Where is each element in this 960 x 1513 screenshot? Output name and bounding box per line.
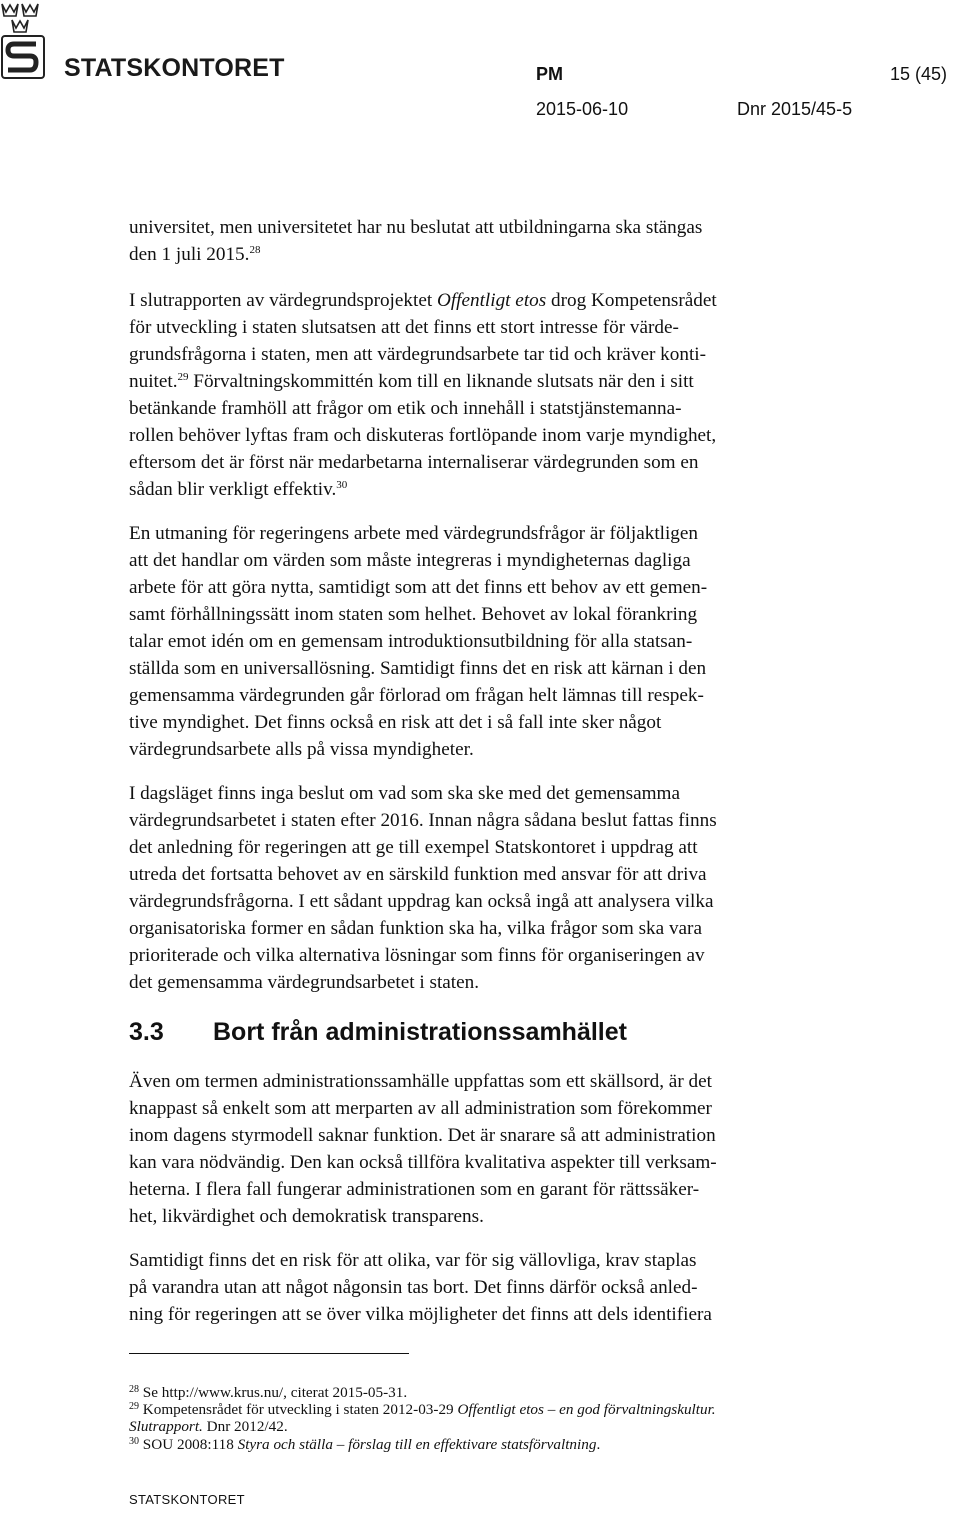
s-emblem-icon <box>2 36 44 78</box>
document-date: 2015-06-10 <box>536 99 629 119</box>
footnote-ref[interactable]: 29 <box>177 371 189 383</box>
text-line: I dagsläget finns inga beslut om vad som ska ske med det gemensamma <box>129 783 680 804</box>
text-line: tive myndighet. Det finns också en risk att det i så fall inte sker något <box>129 712 662 733</box>
text-line: En utmaning för regeringens arbete med värdegrundsfrågor är följaktligen <box>129 523 699 544</box>
footnote <box>129 1384 849 1401</box>
text-line: grundsfrågorna i staten, men att värdegrundsarbete tar tid och kräver konti- <box>129 344 707 365</box>
text-line <box>129 241 849 268</box>
text-line: för utveckling i staten slutsatsen att det finns ett stort intresse för värde- <box>129 317 679 338</box>
paragraph <box>129 1068 849 1230</box>
text-line: inom dagens styrmodell saknar funktion. Det är snarare så att administration <box>129 1125 716 1146</box>
paragraph <box>129 780 849 996</box>
page-footer: STATSKONTORET <box>129 1492 245 1507</box>
text-line: het, likvärdighet och demokratisk transparens. <box>129 1206 484 1227</box>
footnote-ref[interactable]: 30 <box>336 479 348 491</box>
text-line: ställda som en universallösning. Samtidigt finns det en risk att kärnan i den <box>129 658 707 679</box>
text-span: I slutrapporten av värdegrundsprojektet <box>129 290 437 311</box>
footnote-number: 29 <box>129 1401 139 1412</box>
text-line: rollen behöver lyftas fram och diskuteras fortlöpande inom varje myndighet, <box>129 425 717 446</box>
footnote-line <box>129 1401 849 1418</box>
text-line: organisatoriska former en sådan funktion ska ha, vilka frågor som ska vara <box>129 918 702 939</box>
paragraph <box>129 1247 849 1328</box>
footnote <box>129 1436 849 1453</box>
text-line: kan vara nödvändig. Den kan också tillföra kvalitativa aspekter till verksam- <box>129 1152 717 1173</box>
paragraph <box>129 214 849 268</box>
text-span: sådan blir verkligt effektiv. <box>129 479 337 500</box>
text-line: Samtidigt finns det en risk för att olika, var för sig vällovliga, krav staplas <box>129 1250 697 1271</box>
text-span: den 1 juli 2015. <box>129 244 250 265</box>
footnote-line <box>129 1418 849 1435</box>
text-line: universitet, men universitetet har nu beslutat att utbildningarna ska stängas <box>129 217 703 238</box>
paragraph <box>129 520 849 763</box>
footnote-text: Dnr 2012/42. <box>202 1418 288 1435</box>
document-type: PM <box>536 64 563 84</box>
text-line: värdegrundsfrågorna. I ett sådant uppdrag kan också ingå att analysera vilka <box>129 891 714 912</box>
text-line: det anledning för regeringen att ge till exempel Statskontoret i uppdrag att <box>129 837 698 858</box>
document-reference: Dnr 2015/45-5 <box>737 99 853 119</box>
footnote-text: . <box>596 1436 601 1453</box>
text-line: talar emot idén om en gemensam introduktionsutbildning för alla statsan- <box>129 631 693 652</box>
text-line: eftersom det är först när medarbetarna internaliserar värdegrunden som en <box>129 452 699 473</box>
footnote-divider <box>129 1353 409 1354</box>
text-line: utreda det fortsatta behovet av en särskild funktion med ansvar för att driva <box>129 864 707 885</box>
footnote-text: Se http://www.krus.nu/, citerat 2015-05-31. <box>139 1384 408 1401</box>
page-number: 15 (45) <box>890 64 948 84</box>
text-line: betänkande framhöll att frågor om etik och innehåll i statstjänstemanna- <box>129 398 682 419</box>
footnote-number: 28 <box>129 1384 139 1395</box>
text-line: knappast så enkelt som att merparten av all administration som förekommer <box>129 1098 712 1119</box>
text-line <box>129 368 849 395</box>
footnote-text: SOU 2008:118 <box>139 1436 238 1453</box>
footnote <box>129 1401 849 1435</box>
footnote-italic: Slutrapport. <box>129 1418 203 1435</box>
section-title: Bort från administrationssamhället <box>213 1018 627 1046</box>
text-line: att det handlar om värden som måste integreras i myndigheternas dagliga <box>129 550 691 571</box>
italic-title: Offentligt etos <box>436 290 547 311</box>
text-line: det gemensamma värdegrundsarbetet i staten. <box>129 972 480 993</box>
crown-icons <box>2 4 38 32</box>
text-line: gemensamma värdegrunden går förlorad om frågan helt lämnas till respek- <box>129 685 704 706</box>
section-heading <box>129 1018 627 1047</box>
paragraph <box>129 287 849 503</box>
text-line: värdegrundsarbetet i staten efter 2016. Innan några sådana beslut fattas finns <box>129 810 717 831</box>
footnote-text: Kompetensrådet för utveckling i staten 2012-03-29 <box>139 1401 458 1418</box>
section-number: 3.3 <box>129 1018 164 1046</box>
brand-name: STATSKONTORET <box>64 54 285 82</box>
text-line: värdegrundsarbete alls på vissa myndigheter. <box>129 739 474 760</box>
text-line: prioriterade och vilka alternativa lösningar som finns för organiseringen av <box>129 945 705 966</box>
text-line: ning för regeringen att se över vilka möjligheter det finns att dels identifiera <box>129 1304 712 1325</box>
footnote-ref[interactable]: 28 <box>249 244 261 256</box>
text-line: arbete för att göra nytta, samtidigt som att det finns ett behov av ett gemen- <box>129 577 708 598</box>
footnote-italic: Styra och ställa – förslag till en effektivare statsförvaltning <box>237 1436 597 1453</box>
footnote-number: 30 <box>129 1436 139 1447</box>
text-line: heterna. I flera fall fungerar administrationen som en garant för rättssäker- <box>129 1179 700 1200</box>
footnote-italic: Offentligt etos – en god förvaltningskultur. <box>457 1401 716 1418</box>
text-line: på varandra utan att något någonsin tas bort. Det finns därför också anled- <box>129 1277 698 1298</box>
text-line <box>129 287 849 314</box>
text-line: Även om termen administrationssamhälle uppfattas som ett skällsord, är det <box>129 1071 712 1092</box>
text-span: Förvaltningskommittén kom till en liknande slutsats när den i sitt <box>188 371 694 392</box>
text-span: nuitet. <box>129 371 178 392</box>
text-line <box>129 476 849 503</box>
text-span: drog Kompetensrådet <box>546 290 717 311</box>
text-line: samt förhållningssätt inom staten som helhet. Behovet av lokal förankring <box>129 604 698 625</box>
